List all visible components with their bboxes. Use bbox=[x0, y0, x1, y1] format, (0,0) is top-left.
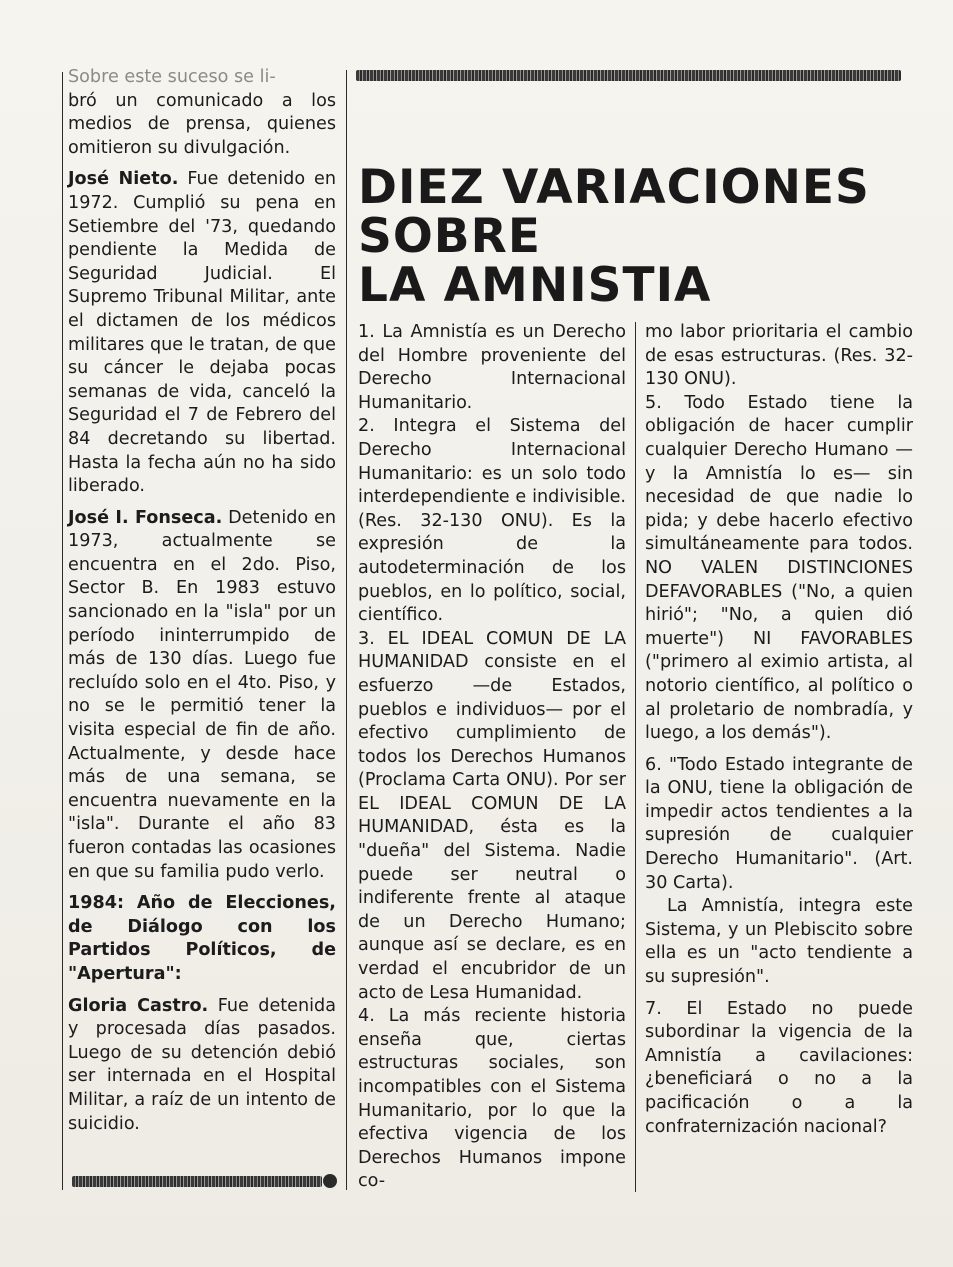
variation-2: 2. Integra el Sistema del Derecho Internacional Humanitario: es un solo todo interdependiente e indivisible. (Res. 32-130 ONU). Es la expresión de la autodeterminación de los pueblos, en lo político, social, científico. bbox=[358, 416, 626, 626]
variation-3: 3. EL IDEAL COMUN DE LA HUMANIDAD consiste en el esfuerzo —de Estados, pueblos e individuos— por el efectivo cumplimiento de todos los Derechos Humanos (Proclama Carta ONU). Por ser EL IDEAL COMUN DE LA HUMANIDAD, ésta es la "dueña" del Sistema. Nadie puede ser neutral o indiferente frente al ataque de un Derecho Humano; aunque así se declare, es en verdad el encubridor de un acto de Lesa Humanidad. bbox=[358, 628, 626, 1003]
faded-fragment: Sobre este suceso se li- bbox=[68, 67, 276, 87]
bottom-bullet-dot bbox=[323, 1174, 337, 1188]
variation-4-continued: mo labor prioritaria el cambio de esas estructuras. (Res. 32-130 ONU). bbox=[645, 322, 913, 390]
name-jose-nieto: José Nieto. bbox=[68, 169, 179, 190]
headline-line-2: SOBRE bbox=[358, 209, 541, 264]
paragraph-communique: bró un comunicado a los medios de prensa, quienes omitieron su divulgación. bbox=[68, 90, 336, 158]
headline-line-3: LA AMNISTIA bbox=[358, 258, 712, 313]
headline-line-1: DIEZ VARIACIONES bbox=[358, 160, 870, 215]
text-jose-nieto: Fue detenido en 1972. Cumplió su pena en Setiembre del '73, quedando pendiente la Medida de Seguridad Judicial. El Supremo Tribunal Militar, ante el dictamen de los médicos militares que le tratan, de que su cáncer le dejaba pocas semanas de vida, canceló la Seguridad el 7 de Febrero del 84 decretando su libertad. Hasta la fecha aún no ha sido liberado. bbox=[68, 169, 336, 497]
name-jose-fonseca: José I. Fonseca. bbox=[68, 507, 223, 528]
column-rule-middle bbox=[346, 70, 347, 1190]
paragraph-jose-nieto bbox=[68, 168, 336, 498]
text-jose-fonseca: Detenido en 1973, actualmente se encuentra en el 2do. Piso, Sector B. En 1983 estuvo sancionado en la "isla" por un período ininterrumpido de más de 130 días. Luego fue recluído solo en el 4to. Piso, y no se le permitió tener la visita especial de fin de año. Actualmente, y desde hace más de una semana, se encuentra nuevamente en la "isla". Durante el año 83 fueron contadas las ocasiones en que su familia pudo verlo. bbox=[68, 507, 336, 882]
paragraph-gloria-castro bbox=[68, 995, 336, 1137]
article-headline bbox=[358, 160, 870, 313]
middle-column bbox=[358, 321, 626, 1194]
top-decorative-bar bbox=[356, 70, 901, 81]
paragraph-jose-fonseca bbox=[68, 507, 336, 885]
variation-7: 7. El Estado no puede subordinar la vigencia de la Amnistía a cavilaciones: ¿beneficiará o no a la pacificación o a la confraternización nacional? bbox=[645, 998, 913, 1137]
variation-1: 1. La Amnistía es un Derecho del Hombre proveniente del Derecho Internacional Humanitario. bbox=[358, 322, 626, 413]
variation-5: 5. Todo Estado tiene la obligación de hacer cumplir cualquier Derecho Humano —y la Amnistía lo es— sin necesidad de que nadie lo pida; y debe hacerlo efectivo simultáneamente para todos. NO VALEN DISTINCIONES DEFAVORABLES ("No, a quien hirió"; "No, a quien dió muerte") NI FAVORABLES ("primero al eximio artista, al notorio científico, al político o al proletario de nombradía, y luego, a los demás"). bbox=[645, 392, 913, 744]
left-column bbox=[68, 66, 336, 1136]
variation-6-amnesty: La Amnistía, integra este Sistema, y un Plebiscito sobre ella es un "acto tendiente a su supresión". bbox=[645, 896, 913, 988]
name-gloria-castro: Gloria Castro. bbox=[68, 995, 209, 1016]
variation-4: 4. La más reciente historia enseña que, ciertas estructuras sociales, son incompatibles con el Sistema Humanitario, por lo que la efectiva vigencia de los Derechos Humanos impone co- bbox=[358, 1006, 626, 1192]
variation-6: 6. "Todo Estado integrante de la ONU, tiene la obligación de impedir actos tendientes a la supresión de cualquier Derecho Humanitario". (Art. 30 Carta). bbox=[645, 754, 913, 893]
column-rule-left bbox=[62, 72, 63, 1190]
bottom-decorative-bar bbox=[72, 1176, 322, 1187]
section-heading-1984: 1984: Año de Elecciones, de Diálogo con los Partidos Políticos, de "Apertura": bbox=[68, 893, 336, 984]
right-column bbox=[645, 321, 913, 1139]
column-rule-right bbox=[635, 322, 636, 1192]
text-gloria-castro: Fue detenida y procesada días pasados. Luego de su detención debió ser internada en el Hospital Militar, a raíz de un intento de suicidio. bbox=[68, 995, 336, 1134]
